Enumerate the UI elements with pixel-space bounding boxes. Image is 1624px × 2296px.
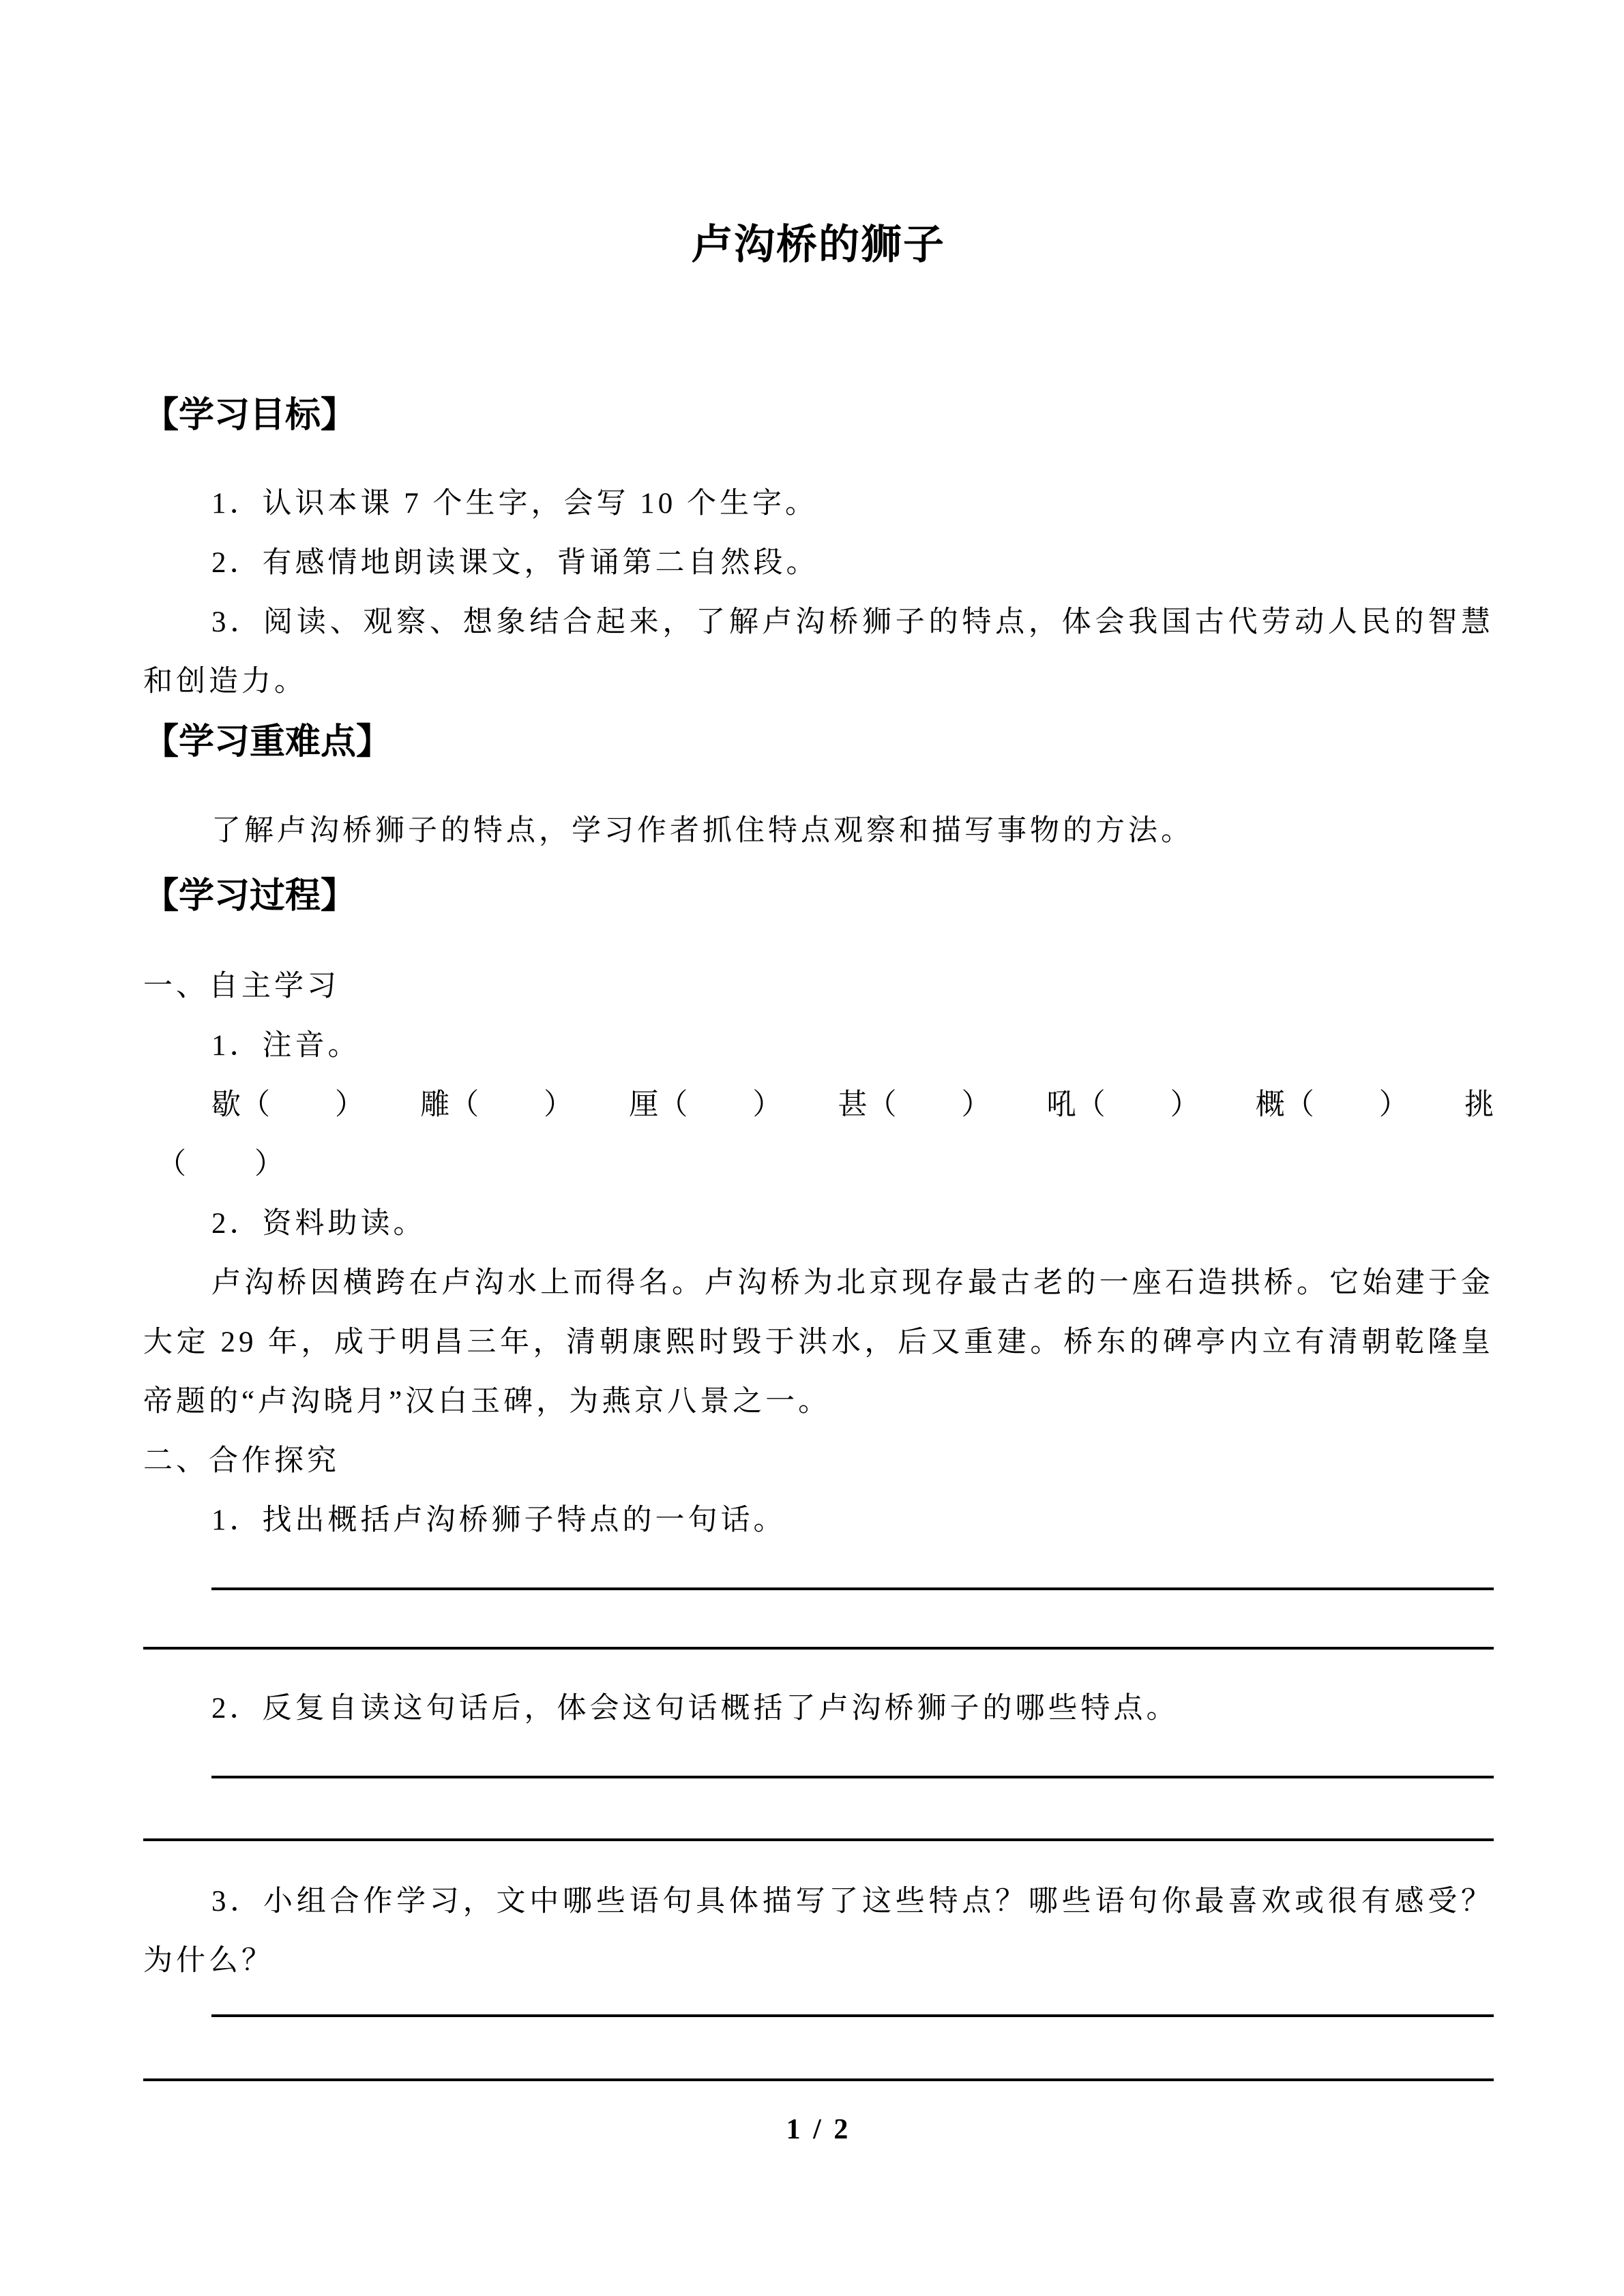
task-reading-label: 2．资料助读。 xyxy=(211,1208,426,1240)
objective-item-3: 3．阅读、观察、想象结合起来，了解卢沟桥狮子的特点，体会我国古代劳动人民的智慧和创造力。 xyxy=(143,606,1494,698)
question-2: 2．反复自读这句话后，体会这句话概括了卢沟桥狮子的哪些特点。 xyxy=(211,1693,1179,1725)
paren-close: ） xyxy=(752,1089,782,1121)
reading-passage: 卢沟桥因横跨在卢沟水上而得名。卢沟桥为北京现存最古老的一座石造拱桥。它始建于金大定 29 年，成于明昌三年，清朝康熙时毁于洪水，后又重建。桥东的碑亭内立有清朝乾隆皇帝题的“卢沟晓月”汉白玉碑，为燕京八景之一。 xyxy=(143,1267,1494,1418)
page-title: 卢沟桥的狮子 xyxy=(692,222,945,267)
paren-open: （ xyxy=(157,1148,190,1180)
question-1: 1．找出概括卢沟桥狮子特点的一句话。 xyxy=(211,1504,786,1536)
objective-item-2: 2．有感情地朗读课文，背诵第二自然段。 xyxy=(211,547,819,579)
paren-close: ） xyxy=(335,1089,364,1121)
pinyin-char: 挑 xyxy=(1464,1089,1494,1121)
answer-line xyxy=(211,1587,1494,1590)
section-heading-process: 【学习过程】 xyxy=(143,877,357,916)
paren-close: ） xyxy=(254,1148,287,1180)
part-heading-cooperative-inquiry: 二、合作探究 xyxy=(143,1445,340,1477)
objective-item-1: 1．认识本课 7 个生字，会写 10 个生字。 xyxy=(211,488,818,520)
page-number: 1 / 2 xyxy=(786,2114,851,2145)
pinyin-exercise-row xyxy=(211,1075,1494,1135)
pinyin-char: 厘 xyxy=(629,1089,659,1121)
paren-close: ） xyxy=(1378,1089,1408,1121)
pinyin-item-4 xyxy=(838,1075,990,1135)
pinyin-char: 概 xyxy=(1255,1089,1285,1121)
paren-close: ） xyxy=(961,1089,991,1121)
paren-open: （ xyxy=(658,1089,688,1121)
paren-open: （ xyxy=(241,1089,270,1121)
pinyin-char: 歇 xyxy=(211,1089,241,1121)
paren-open: （ xyxy=(867,1089,897,1121)
pinyin-continuation-parens xyxy=(157,1135,1494,1194)
answer-line xyxy=(211,2014,1494,2017)
pinyin-char: 吼 xyxy=(1046,1089,1076,1121)
question-3: 3．小组合作学习，文中哪些语句具体描写了这些特点？哪些语句你最喜欢或很有感受？为什么？ xyxy=(143,1885,1494,1977)
key-points-body: 了解卢沟桥狮子的特点，学习作者抓住特点观察和描写事物的方法。 xyxy=(211,815,1194,847)
pinyin-item-3 xyxy=(629,1075,782,1135)
section-heading-key-points: 【学习重难点】 xyxy=(143,723,392,762)
part-heading-self-study: 一、自主学习 xyxy=(143,970,340,1002)
pinyin-item-5 xyxy=(1047,1075,1200,1135)
pinyin-char: 雕 xyxy=(420,1089,450,1121)
paren-close: ） xyxy=(1170,1089,1200,1121)
task-pinyin-label: 1．注音。 xyxy=(211,1030,361,1062)
answer-line xyxy=(143,1647,1494,1650)
answer-line xyxy=(143,1838,1494,1841)
pinyin-item-2 xyxy=(420,1075,573,1135)
pinyin-item-7 xyxy=(1464,1075,1494,1135)
answer-line xyxy=(211,1776,1494,1778)
pinyin-char: 甚 xyxy=(838,1089,868,1121)
section-heading-objectives: 【学习目标】 xyxy=(143,396,357,435)
paren-open: （ xyxy=(1076,1089,1106,1121)
pinyin-item-6 xyxy=(1256,1075,1408,1135)
paren-open: （ xyxy=(1284,1089,1314,1121)
paren-open: （ xyxy=(449,1089,479,1121)
answer-line xyxy=(143,2078,1494,2081)
pinyin-item-1 xyxy=(211,1075,364,1135)
paren-close: ） xyxy=(544,1089,574,1121)
